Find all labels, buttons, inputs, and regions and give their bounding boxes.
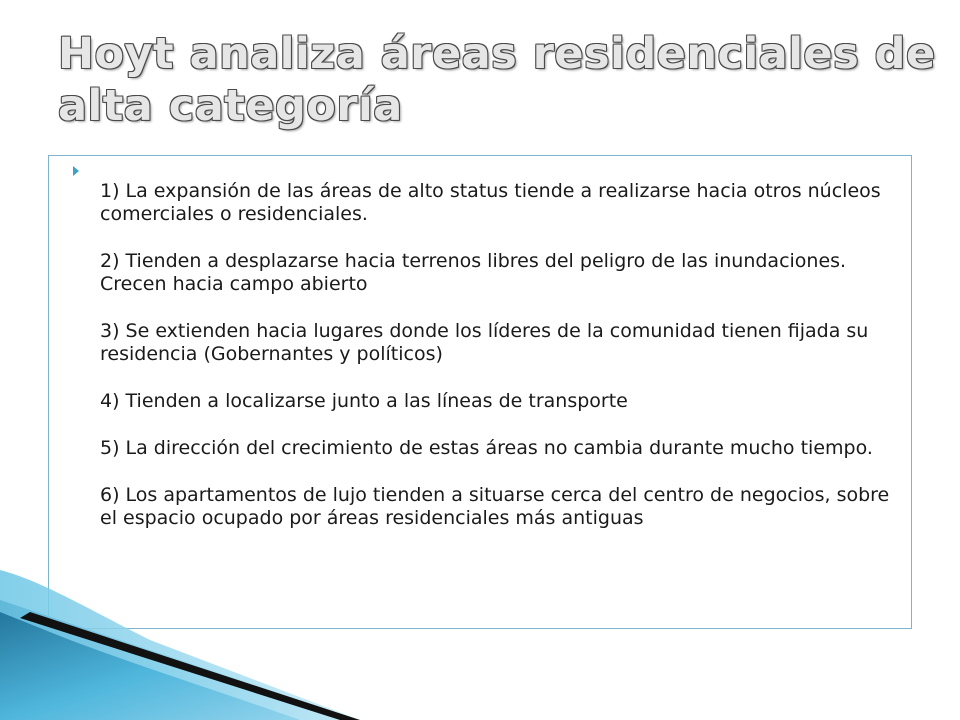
slide-title: Hoyt analiza áreas residenciales de alta categoría	[58, 29, 936, 131]
list-item: 4) Tienden a localizarse junto a las líneas de transporte	[100, 390, 628, 412]
list-item: 6) Los apartamentos de lujo tienden a situarse cerca del centro de negocios, sobre el espacio ocupado por áreas residenciales más antiguas	[100, 484, 890, 529]
list-item: 1) La expansión de las áreas de alto status tiende a realizarse hacia otros núcleos comerciales o residenciales.	[100, 180, 881, 225]
list-item: 2) Tienden a desplazarse hacia terrenos libres del peligro de las inundaciones. Crecen hacia campo abierto	[100, 250, 847, 295]
list-item: 3) Se extienden hacia lugares donde los líderes de la comunidad tienen fijada su residencia (Gobernantes y políticos)	[100, 320, 869, 365]
triangle-bullet-icon	[73, 166, 79, 176]
content-box	[48, 155, 912, 629]
point-list	[100, 180, 900, 554]
list-item: 5) La dirección del crecimiento de estas áreas no cambia durante mucho tiempo.	[100, 437, 873, 459]
